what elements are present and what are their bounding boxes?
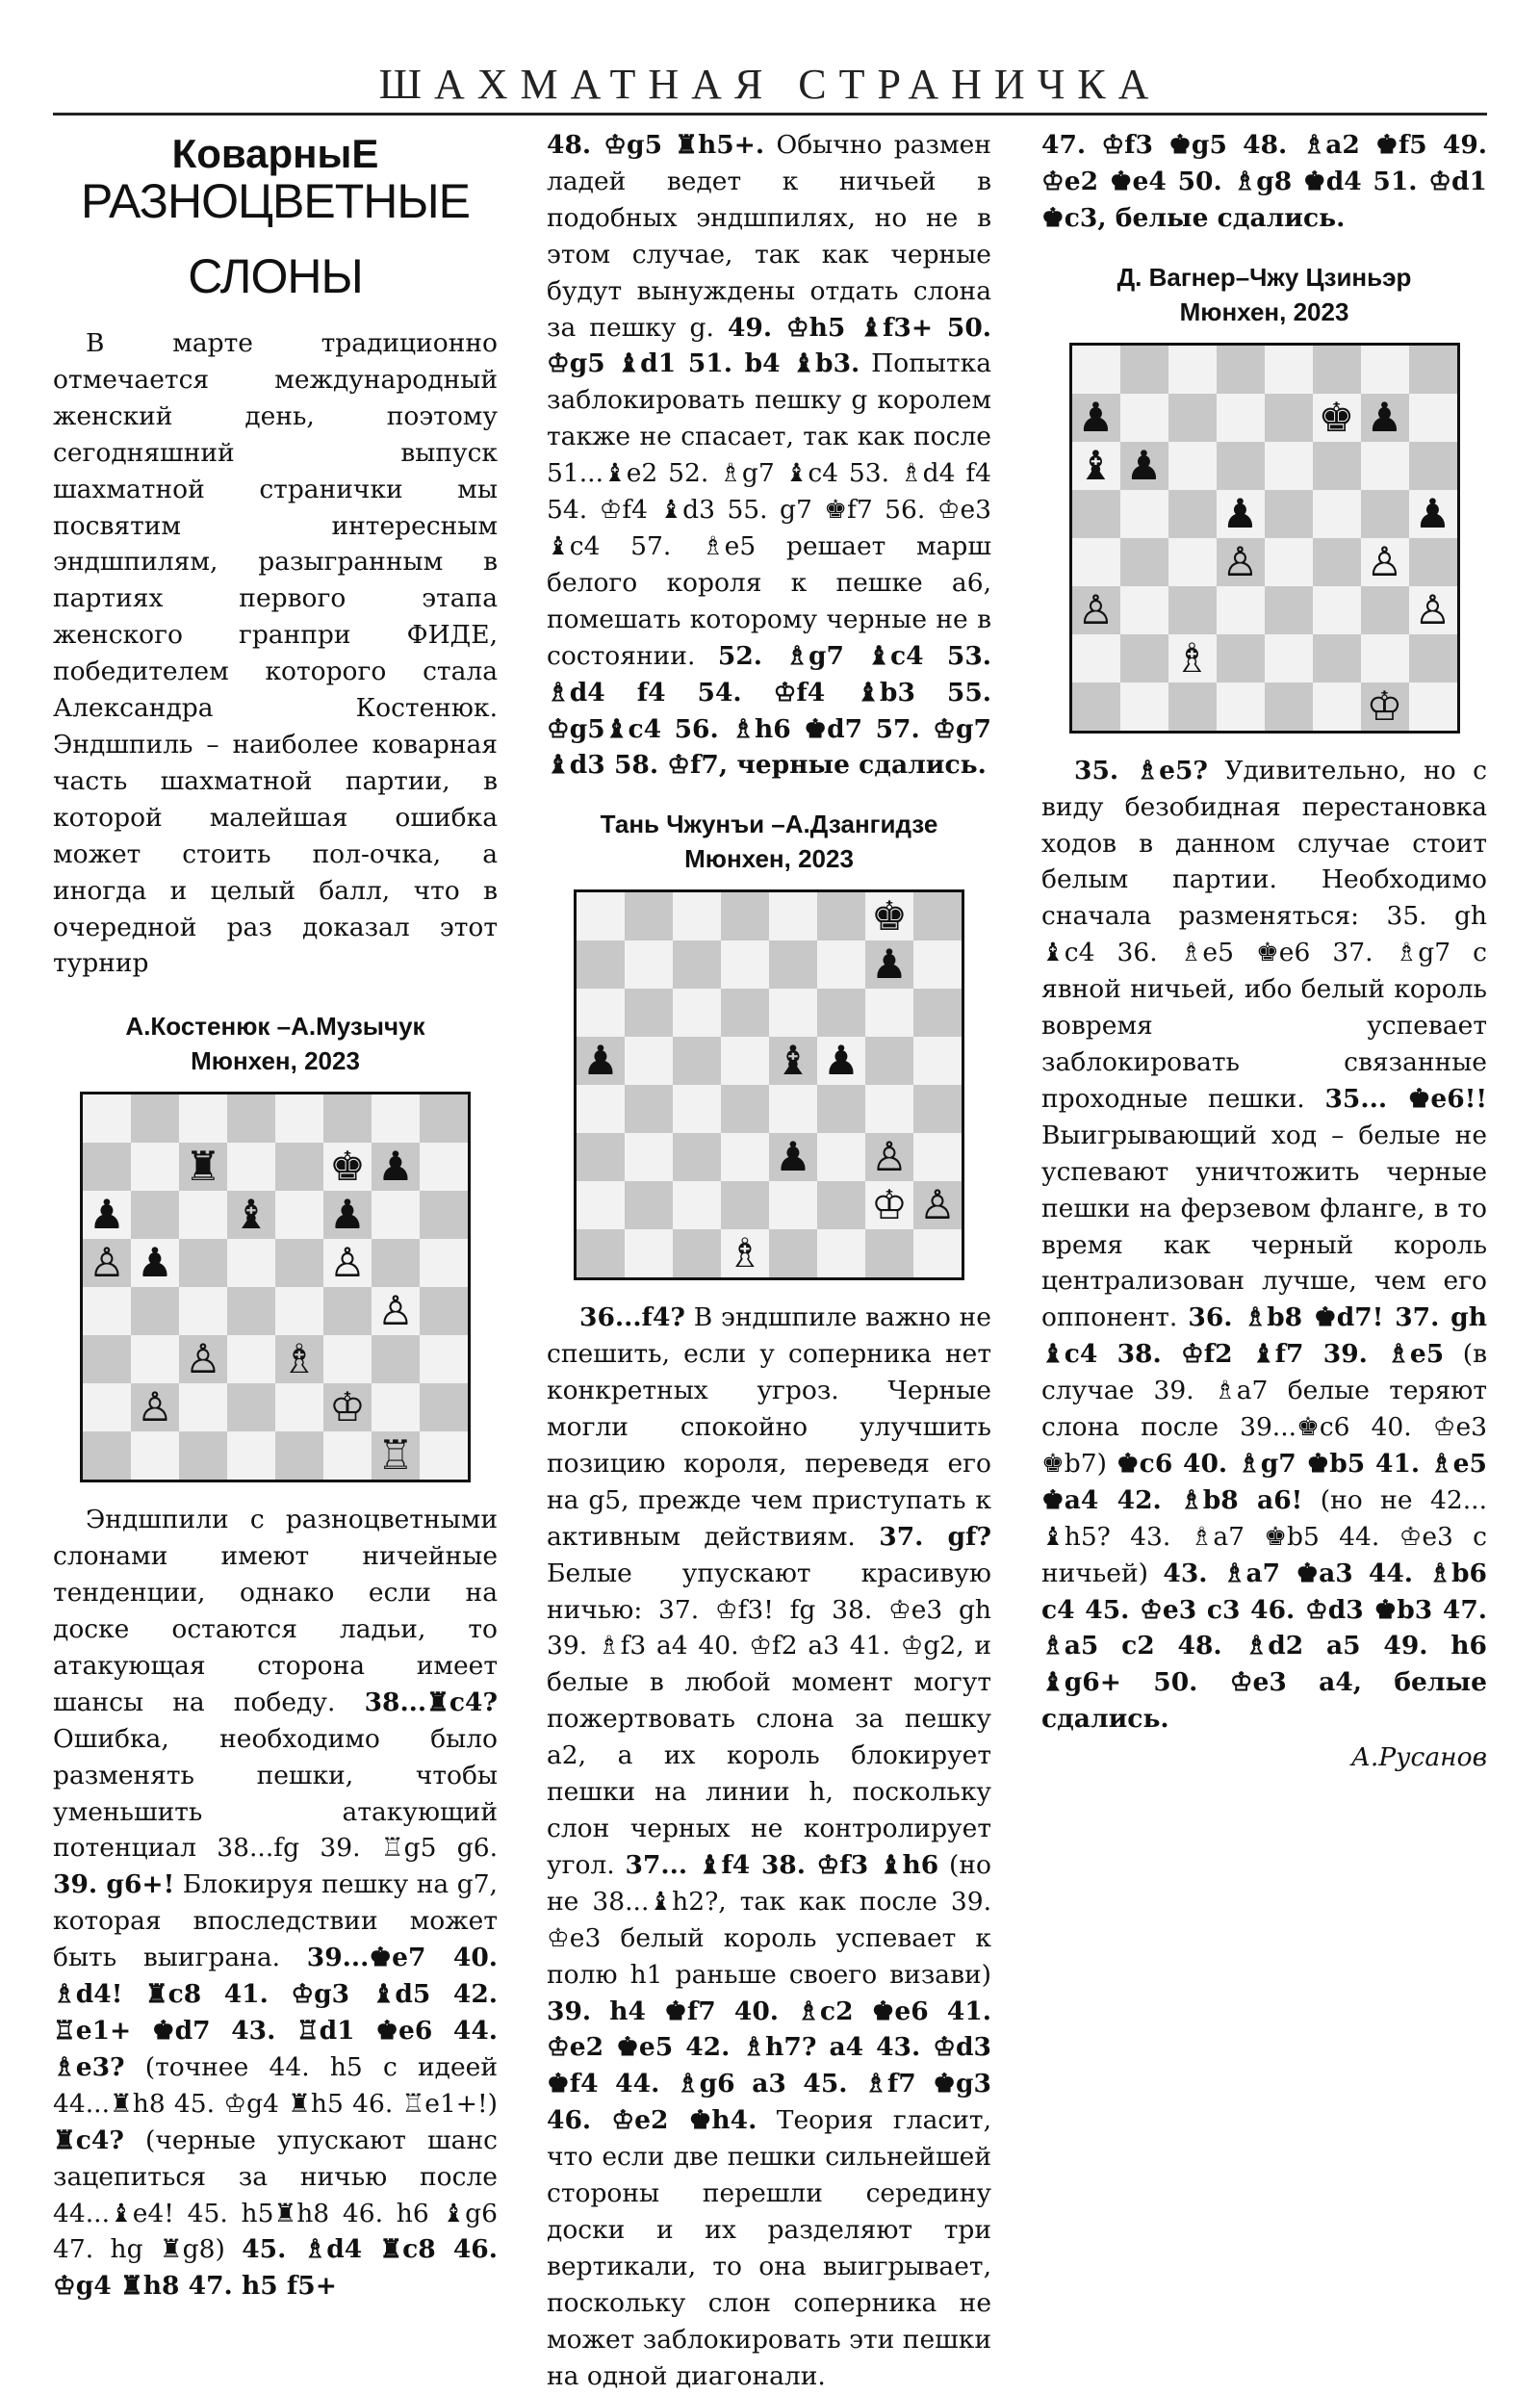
board-square [1120, 538, 1168, 586]
board-square [769, 940, 817, 989]
black-bishop-icon: ♝ [1077, 441, 1115, 489]
header-divider [53, 113, 1487, 116]
board-square [227, 1143, 275, 1191]
board-square [1265, 442, 1313, 490]
board-square [865, 989, 913, 1037]
black-pawn-icon: ♟ [89, 1191, 125, 1239]
black-pawn-icon: ♟ [1077, 393, 1115, 441]
board-square [372, 1287, 420, 1335]
black-pawn-icon: ♟ [871, 940, 908, 989]
board-square [769, 1085, 817, 1133]
board-square [865, 1133, 913, 1181]
board-square [179, 1143, 227, 1191]
black-pawn-icon: ♟ [1366, 393, 1403, 441]
board-square [420, 1335, 468, 1383]
board-square [131, 1191, 179, 1239]
white-pawn-icon: ♙ [1414, 585, 1451, 633]
board-square [372, 1383, 420, 1431]
white-bishop-icon: ♗ [727, 1229, 763, 1277]
board-square [323, 1191, 372, 1239]
comment-text: (черные упускают шанс зацепиться за ничью после 44...♝e4! 45. h5♜h8 46. h6 ♝g6 47. hg ♜g8) [53, 2125, 498, 2265]
move-text: 39. g6+! [53, 1869, 175, 1900]
board-square [131, 1287, 179, 1335]
board-square [1217, 682, 1265, 731]
board-square [275, 1191, 323, 1239]
chess-board-3 [1069, 343, 1460, 734]
board-square [1409, 682, 1457, 731]
white-pawn-icon: ♙ [137, 1383, 173, 1431]
board-square [420, 1191, 468, 1239]
board-square [1313, 634, 1361, 682]
board-square [179, 1431, 227, 1480]
board-square [673, 989, 721, 1037]
board-square [131, 1383, 179, 1431]
board-square [817, 940, 865, 989]
board-square [625, 1037, 673, 1085]
board-square [131, 1335, 179, 1383]
comment-text: Попытка заблокировать пешку g королем также не спасает, так как после 51...♝e2 52. ♗g7 ♝c4 53. ♗d4 f4 54. ♔f4 ♝d3 55. g7 ♚f7 56. ♔e3 ♝c4 57. ♗e5 решает марш белого короля к пешке а6, помешать которому черные не в состоянии. [547, 348, 991, 671]
board-square [1409, 586, 1457, 634]
board-square [179, 1239, 227, 1287]
black-pawn-icon: ♟ [329, 1191, 366, 1239]
move-text: 47. ♔f3 ♚g5 48. ♗a2 ♚f5 49. ♔e2 ♚e4 50. ♗g8 ♚d4 51. ♔d1 ♚c3, белые сдались. [1041, 130, 1487, 233]
board-square [721, 1037, 769, 1085]
board-square [420, 1143, 468, 1191]
black-pawn-icon: ♟ [582, 1037, 619, 1085]
board-square [1265, 634, 1313, 682]
board-square [1361, 586, 1409, 634]
board-square [1265, 394, 1313, 442]
white-pawn-icon: ♙ [89, 1239, 125, 1287]
comment-text: Обычно размен ладей ведет к ничьей в подобных эндшпилях, но не в этом случае, так как черные будут вынуждены отдать слона за пешку g. [547, 130, 991, 343]
board-square [372, 1239, 420, 1287]
white-pawn-icon: ♙ [1077, 585, 1115, 633]
board-square [1072, 634, 1120, 682]
move-text: 35... ♚e6!! [1324, 1083, 1487, 1114]
article-intro: В марте традиционно отмечается международный женский день, поэтому сегодняшний выпуск шахматной странички мы посвятим интересным эндшпилям, разыгранным в партиях первого этапа женского гранпри ФИДЕ, победителем которого стала Александра Костенюк. Эндшпиль – наиболее коварная часть шахматной партии, в которой малейшая ошибка может стоить пол-очка, а иногда и целый балл, что в очередной раз доказал этот турнир [53, 328, 498, 979]
comment-text: Белые упускают красивую ничью: 37. ♔f3! fg 38. ♔e3 gh 39. ♗f3 a4 40. ♔f2 a3 41. ♔g2, и белые в любой момент могут пожертвовать слона за пешку a2, а их король блокирует пешки на линии h, поскольку слон черных не контролирует угол. [547, 1558, 991, 1880]
board-square [131, 1431, 179, 1480]
board-square [420, 1094, 468, 1143]
move-text: 39...♚e7 40. ♗d4! ♜c8 41. ♔g3 ♝d5 42. ♖e1+ ♚d7 43. ♖d1 ♚e6 44. ♗e3? [53, 1943, 498, 2082]
board-square [227, 1335, 275, 1383]
board-square [131, 1143, 179, 1191]
board-square [673, 892, 721, 940]
move-text: ♚c6 40. ♗g7 ♚b5 41. ♗e5 ♚a4 42. ♗b8 a6! [1041, 1448, 1487, 1515]
board-square [673, 1085, 721, 1133]
board-square [1217, 346, 1265, 394]
white-pawn-icon: ♙ [919, 1181, 956, 1229]
board-square [275, 1094, 323, 1143]
board-square [275, 1383, 323, 1431]
board-square [913, 1181, 962, 1229]
board-square [913, 940, 962, 989]
board-square [1265, 586, 1313, 634]
board-square [673, 1229, 721, 1277]
board-square [179, 1094, 227, 1143]
column-2 [547, 127, 991, 2395]
white-pawn-icon: ♙ [329, 1239, 366, 1287]
board-square [1072, 490, 1120, 538]
black-pawn-icon: ♟ [1125, 441, 1163, 489]
board-square [817, 1085, 865, 1133]
article-title-line2: РАЗНОЦВЕТНЫЕ [81, 174, 470, 228]
black-pawn-icon: ♟ [823, 1037, 860, 1085]
board-square [83, 1383, 131, 1431]
board-square [673, 1037, 721, 1085]
article-title-line3: СЛОНЫ [188, 249, 363, 303]
board-square [1168, 538, 1217, 586]
board-square [227, 1239, 275, 1287]
move-text: 49. ♔h5 ♝f3+ 50. ♔g5 ♝d1 51. b4 ♝b3. [547, 312, 991, 379]
white-rook-icon: ♖ [377, 1431, 414, 1480]
board-square [227, 1431, 275, 1480]
board-square [323, 1094, 372, 1143]
board-square [1361, 634, 1409, 682]
game-2-players: Тань Чжунъи –А.Дзангидзе [600, 810, 938, 839]
board-square [372, 1431, 420, 1480]
black-pawn-icon: ♟ [775, 1133, 811, 1181]
move-text: ♜c4? [53, 2125, 124, 2155]
board-square [420, 1287, 468, 1335]
move-text: 45. ♗d4 ♜c8 46. ♔g4 ♜h8 47. h5 f5+ [53, 2234, 498, 2302]
board-square [1168, 586, 1217, 634]
board-square [1217, 442, 1265, 490]
board-square [275, 1431, 323, 1480]
white-bishop-icon: ♗ [1173, 633, 1211, 682]
board-square [865, 940, 913, 989]
board-square [865, 1229, 913, 1277]
board-square [1265, 682, 1313, 731]
board-square [83, 1431, 131, 1480]
board-square [1361, 490, 1409, 538]
black-pawn-icon: ♟ [377, 1143, 414, 1191]
board-square [1072, 538, 1120, 586]
board-square [817, 1229, 865, 1277]
game-1-commentary [53, 1502, 498, 2305]
comment-text: Выигрывающий ход – белые не успевают уничтожить черные пешки на ферзевом фланге, в то время как черный король централизован лучше, чем его оппонент. [1041, 1120, 1487, 1333]
board-square [1409, 634, 1457, 682]
black-pawn-icon: ♟ [1221, 489, 1259, 537]
board-square [179, 1287, 227, 1335]
board-square [817, 989, 865, 1037]
board-square [865, 1181, 913, 1229]
board-square [721, 989, 769, 1037]
board-square [1168, 490, 1217, 538]
board-square [372, 1143, 420, 1191]
board-square [1361, 682, 1409, 731]
board-square [721, 1181, 769, 1229]
move-text: 36. ♗b8 ♚d7! 37. gh ♝c4 38. ♔f2 ♝f7 39. ♗e5 [1041, 1302, 1487, 1370]
board-square [721, 940, 769, 989]
board-square [179, 1191, 227, 1239]
board-square [275, 1239, 323, 1287]
board-square [769, 1133, 817, 1181]
game-2-venue: Мюнхен, 2023 [684, 844, 854, 874]
board-square [577, 892, 625, 940]
board-square [625, 1133, 673, 1181]
comment-text: Блокируя пешку на g7, которая впоследствии может быть выиграна. [53, 1869, 498, 1973]
board-square [1120, 490, 1168, 538]
board-square [913, 1229, 962, 1277]
move-text: 43. ♗a7 ♚a3 44. ♗b6 c4 45. ♔e3 c3 46. ♔d3 ♚b3 47. ♗a5 c2 48. ♗d2 a5 49. h6 ♝g6+ 50. ♔e3 a4, белые сдались. [1041, 1558, 1487, 1735]
move-text: 52. ♗g7 ♝c4 53. ♗d4 f4 54. ♔f4 ♝b3 55. ♔g5♝c4 56. ♗h6 ♚d7 57. ♔g7 ♝d3 58. ♔f7, черные сдались. [547, 640, 991, 781]
white-king-icon: ♔ [329, 1383, 366, 1431]
author-signature: А.Русанов [1350, 1742, 1487, 1773]
board-square [323, 1335, 372, 1383]
board-square [227, 1094, 275, 1143]
board-square [275, 1143, 323, 1191]
board-square [131, 1239, 179, 1287]
board-square [323, 1383, 372, 1431]
board-square [420, 1239, 468, 1287]
black-pawn-icon: ♟ [137, 1239, 173, 1287]
move-text: 35. ♗e5? [1074, 755, 1208, 785]
board-square [721, 1085, 769, 1133]
move-text: 37... ♝f4 38. ♔f3 ♝h6 [625, 1849, 939, 1880]
board-square [179, 1335, 227, 1383]
board-square [673, 940, 721, 989]
board-square [577, 1229, 625, 1277]
board-square [1168, 442, 1217, 490]
board-square [323, 1239, 372, 1287]
comment-text: Теория гласит, что если две пешки сильнейшей стороны перешли середину доски и их разделяют три вертикали, то она выигрывает, поскольку слон соперника не может заблокировать эти пешки на одной диагонали. [547, 2105, 991, 2391]
board-square [1313, 490, 1361, 538]
board-square [372, 1191, 420, 1239]
board-square [1072, 442, 1120, 490]
comment-text: Удивительно, но с виду безобидная перестановка ходов в данном случае стоит белым партии. Необходимо сначала разменяться: 35. gh ♝c4 36. ♗e5 ♚e6 37. ♗g7 с явной ничьей, ибо белый король вовремя успевает заблокировать связанные проходные пешки. [1041, 755, 1487, 1114]
board-square [769, 1181, 817, 1229]
game-2-commentary [547, 1300, 991, 2394]
comment-text: (в случае 39. ♗a7 белые теряют слона после 39...♚c6 40. ♔e3 ♚b7) [1041, 1339, 1487, 1479]
board-square [673, 1181, 721, 1229]
board-square [1313, 394, 1361, 442]
board-square [275, 1287, 323, 1335]
board-square [625, 940, 673, 989]
move-text: 38...♜c4? [364, 1687, 498, 1717]
black-king-icon: ♚ [329, 1143, 366, 1191]
game-1-continuation [547, 127, 991, 784]
board-square [1361, 538, 1409, 586]
game-3-players: Д. Вагнер–Чжу Цзиньэр [1116, 262, 1412, 292]
board-square [865, 1085, 913, 1133]
white-king-icon: ♔ [871, 1181, 908, 1229]
chess-board-1 [80, 1092, 471, 1482]
white-king-icon: ♔ [1366, 682, 1403, 730]
board-square [323, 1287, 372, 1335]
board-square [227, 1287, 275, 1335]
board-square [1120, 346, 1168, 394]
game-1-players: А.Костенюк –А.Музычук [125, 1012, 425, 1042]
board-square [721, 1229, 769, 1277]
board-square [1409, 442, 1457, 490]
black-bishop-icon: ♝ [775, 1037, 811, 1085]
white-bishop-icon: ♗ [281, 1335, 318, 1383]
board-square [1265, 490, 1313, 538]
board-square [131, 1094, 179, 1143]
white-pawn-icon: ♙ [377, 1287, 414, 1335]
board-square [372, 1335, 420, 1383]
board-square [420, 1431, 468, 1480]
board-square [817, 1133, 865, 1181]
board-square [865, 1037, 913, 1085]
black-king-icon: ♚ [871, 892, 908, 940]
board-square [577, 1133, 625, 1181]
white-pawn-icon: ♙ [871, 1133, 908, 1181]
chess-board-2 [574, 889, 964, 1280]
board-square [83, 1143, 131, 1191]
board-square [625, 1085, 673, 1133]
game-1-venue: Мюнхен, 2023 [191, 1046, 360, 1076]
board-square [1072, 682, 1120, 731]
board-square [227, 1383, 275, 1431]
comment-text: Ошибка, необходимо было разменять пешки, чтобы уменьшить атакующий потенциал 38...fg 39. ♖g5 g6. [53, 1723, 498, 1864]
board-square [1120, 394, 1168, 442]
board-square [913, 1133, 962, 1181]
board-square [323, 1143, 372, 1191]
board-square [913, 892, 962, 940]
board-square [1168, 682, 1217, 731]
board-square [1168, 394, 1217, 442]
comment-text: (точнее 44. h5 с идеей 44...♜h8 45. ♔g4 ♜h5 46. ♖e1+!) [53, 2051, 498, 2119]
move-text: 36...f4? [579, 1302, 685, 1333]
comment-text: Эндшпили с разноцветными слонами имеют ничейные тенденции, однако если на доске остаются ладьи, то атакующая сторона имеет шансы на победу. [53, 1505, 498, 1717]
board-square [769, 1229, 817, 1277]
board-square [179, 1383, 227, 1431]
board-square [323, 1431, 372, 1480]
board-square [577, 1181, 625, 1229]
board-square [577, 940, 625, 989]
board-square [1361, 346, 1409, 394]
board-square [625, 989, 673, 1037]
board-square [1072, 394, 1120, 442]
board-square [227, 1191, 275, 1239]
board-square [817, 1181, 865, 1229]
board-square [817, 892, 865, 940]
board-square [1072, 346, 1120, 394]
board-square [1120, 586, 1168, 634]
article-title-line1: КоварныЕ [171, 131, 379, 176]
black-rook-icon: ♜ [185, 1143, 221, 1191]
board-square [1120, 442, 1168, 490]
board-square [83, 1287, 131, 1335]
board-square [1313, 682, 1361, 731]
black-bishop-icon: ♝ [233, 1191, 270, 1239]
column-1 [53, 127, 498, 2305]
board-square [1313, 346, 1361, 394]
board-square [420, 1383, 468, 1431]
column-3 [1041, 127, 1487, 1776]
black-king-icon: ♚ [1318, 393, 1355, 441]
comment-text: (но не 38...♝h2?, так как после 39. ♔e3 белый король успевает к полю h1 раньше своего визави) [547, 1849, 991, 1990]
board-square [1409, 394, 1457, 442]
board-square [83, 1191, 131, 1239]
board-square [625, 892, 673, 940]
board-square [1313, 538, 1361, 586]
board-square [1361, 442, 1409, 490]
board-square [1120, 682, 1168, 731]
board-square [1265, 346, 1313, 394]
board-square [913, 989, 962, 1037]
white-pawn-icon: ♙ [185, 1335, 221, 1383]
board-square [1217, 538, 1265, 586]
board-square [865, 892, 913, 940]
game-2-ending [1041, 127, 1487, 237]
board-square [817, 1037, 865, 1085]
black-pawn-icon: ♟ [1414, 489, 1451, 537]
board-square [1361, 394, 1409, 442]
board-square [1265, 538, 1313, 586]
board-square [83, 1335, 131, 1383]
board-square [769, 892, 817, 940]
board-square [625, 1181, 673, 1229]
board-square [913, 1085, 962, 1133]
board-square [1217, 490, 1265, 538]
board-square [1072, 586, 1120, 634]
board-square [83, 1094, 131, 1143]
board-square [83, 1239, 131, 1287]
game-3-venue: Мюнхен, 2023 [1179, 296, 1349, 326]
board-square [1217, 634, 1265, 682]
board-square [769, 989, 817, 1037]
board-square [1409, 346, 1457, 394]
section-header: ШАХМАТНАЯ СТРАНИЧКА [378, 61, 1162, 108]
board-square [1217, 394, 1265, 442]
board-square [577, 1085, 625, 1133]
board-square [1409, 490, 1457, 538]
board-square [1120, 634, 1168, 682]
board-square [1168, 634, 1217, 682]
move-text: 37. gf? [879, 1521, 991, 1552]
comment-text: В эндшпиле важно не спешить, если у соперника нет конкретных угроз. Черные могли спокойно улучшить позицию короля, переведя его на g5, прежде чем приступать к активным действиям. [547, 1302, 991, 1552]
board-square [721, 1133, 769, 1181]
move-text: 39. h4 ♚f7 40. ♗c2 ♚e6 41. ♔e2 ♚e5 42. ♗h7? a4 43. ♔d3 ♚f4 44. ♗g6 a3 45. ♗f7 ♚g3 46. ♔e2 ♚h4. [547, 1996, 991, 2136]
board-square [1168, 346, 1217, 394]
move-text: 48. ♔g5 ♜h5+. [547, 130, 765, 160]
board-square [577, 1037, 625, 1085]
board-square [769, 1037, 817, 1085]
board-square [625, 1229, 673, 1277]
white-pawn-icon: ♙ [1221, 537, 1259, 585]
board-square [275, 1335, 323, 1383]
game-3-commentary [1041, 753, 1487, 1738]
board-square [1409, 538, 1457, 586]
comment-text: (но не 42... ♝h5? 43. ♗a7 ♚b5 44. ♔e3 с ничьей) [1041, 1484, 1487, 1588]
board-square [1313, 586, 1361, 634]
board-square [577, 989, 625, 1037]
board-square [721, 892, 769, 940]
board-square [913, 1037, 962, 1085]
board-square [673, 1133, 721, 1181]
board-square [1217, 586, 1265, 634]
board-square [1313, 442, 1361, 490]
board-square [372, 1094, 420, 1143]
white-pawn-icon: ♙ [1366, 537, 1403, 585]
